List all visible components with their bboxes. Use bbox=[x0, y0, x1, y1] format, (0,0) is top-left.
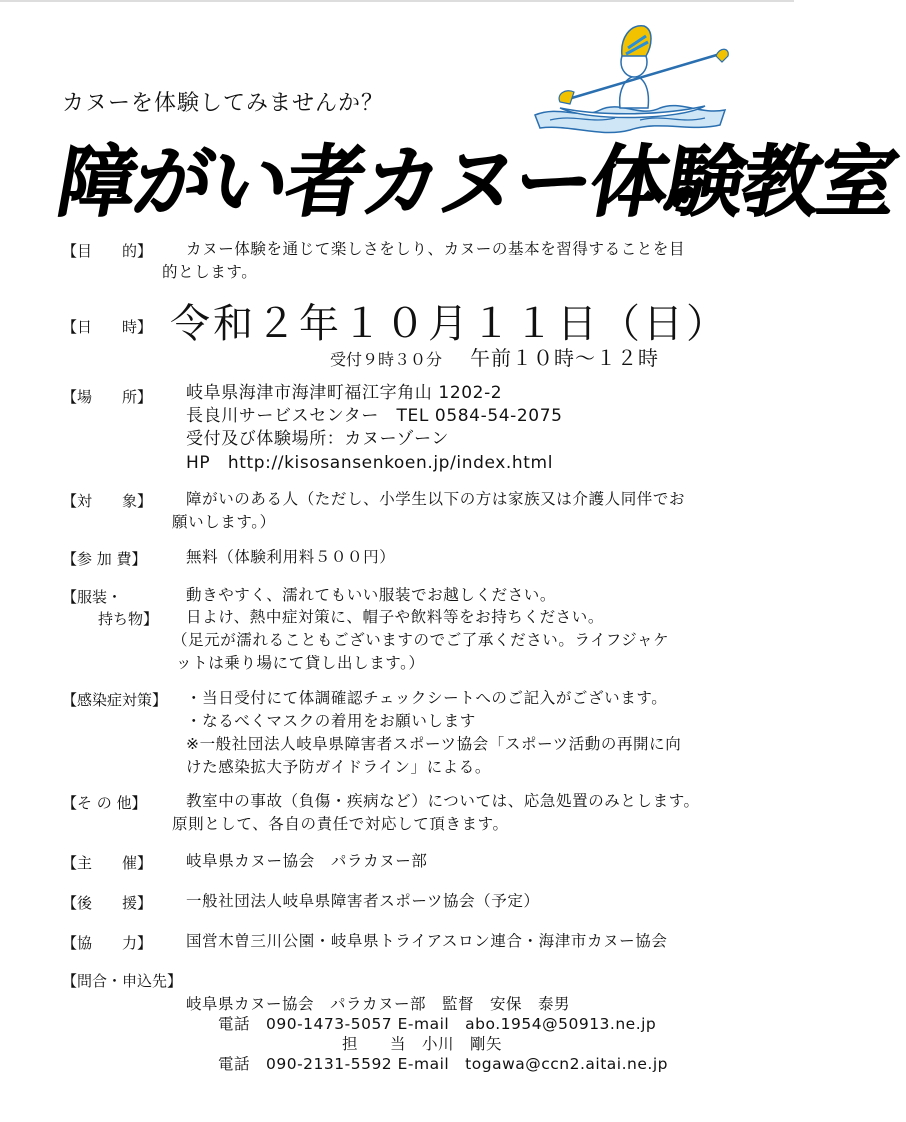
reception-time: 受付９時３０分 bbox=[330, 350, 443, 369]
infection-label: 【感染症対策】 bbox=[62, 691, 168, 709]
datetime-label: 【日 時】 bbox=[62, 318, 153, 336]
cooperation-label: 【協 力】 bbox=[62, 934, 153, 952]
infection-line-2: ・なるべくマスクの着用をお願いします bbox=[186, 712, 476, 730]
subtitle: カヌーを体験してみませんか？ bbox=[62, 91, 385, 116]
clothing-label-2: 持ち物】 bbox=[98, 610, 159, 628]
clothing-label-1: 【服装・ bbox=[62, 588, 123, 606]
event-time: 午前１０時～１２時 bbox=[470, 346, 660, 370]
target-label: 【対 象】 bbox=[62, 492, 153, 510]
place-address: 岐阜県海津市海津町福江字角山 1202-2 bbox=[186, 383, 503, 403]
support-text: 一般社団法人岐阜県障害者スポーツ協会（予定） bbox=[186, 892, 540, 910]
contact-phone-1: 電話 090-1473-5057 E-mail abo.1954@50913.ne.jp bbox=[218, 1015, 657, 1033]
fee-label: 【参 加 費】 bbox=[62, 550, 147, 568]
fee-text: 無料（体験利用料５００円） bbox=[186, 548, 396, 566]
place-reception: 受付及び体験場所：カヌーゾーン bbox=[186, 429, 449, 449]
other-label: 【そ の 他】 bbox=[62, 794, 147, 812]
event-date: 令和２年１０月１１日（日） bbox=[170, 301, 729, 347]
event-time-row bbox=[330, 342, 659, 371]
other-line-1: 教室中の事故（負傷・疾病など）については、応急処置のみとします。 bbox=[186, 792, 700, 810]
place-label: 【場 所】 bbox=[62, 388, 153, 406]
contact-organization: 岐阜県カヌー協会 パラカヌー部 監督 安保 泰男 bbox=[186, 995, 571, 1013]
support-label: 【後 援】 bbox=[62, 894, 153, 912]
page-title: 障がい者カヌー体験教室 bbox=[50, 138, 903, 228]
organizer-text: 岐阜県カヌー協会 パラカヌー部 bbox=[186, 852, 428, 870]
infection-line-4: けた感染拡大予防ガイドライン」による。 bbox=[186, 758, 491, 776]
organizer-label: 【主 催】 bbox=[62, 854, 153, 872]
cooperation-text: 国営木曽三川公園・岐阜県トライアスロン連合・海津市カヌー協会 bbox=[186, 932, 668, 950]
target-line-1: 障がいのある人（ただし、小学生以下の方は家族又は介護人同伴でお bbox=[186, 490, 686, 508]
place-homepage: HP http://kisosansenkoen.jp/index.html bbox=[186, 453, 554, 473]
clothing-line-2: 日よけ、熱中症対策に、帽子や飲料等をお持ちください。 bbox=[186, 608, 604, 626]
infection-line-3: ※一般社団法人岐阜県障害者スポーツ協会「スポーツ活動の再開に向 bbox=[186, 735, 682, 753]
purpose-line-2: 的とします。 bbox=[162, 263, 258, 281]
clothing-line-1: 動きやすく、濡れてもいい服装でお越しください。 bbox=[186, 586, 556, 604]
clothing-line-3: （足元が濡れることもございますのでご了承ください。ライフジャケ bbox=[172, 631, 670, 649]
clothing-line-4: ットは乗り場にて貸し出します。） bbox=[176, 654, 425, 672]
target-line-2: 願いします。） bbox=[172, 513, 276, 531]
contact-label: 【問合・申込先】 bbox=[62, 972, 183, 990]
other-line-2: 原則として、各自の責任で対応して頂きます。 bbox=[172, 815, 509, 833]
place-center: 長良川サービスセンター TEL 0584-54-2075 bbox=[186, 406, 563, 426]
scan-edge bbox=[0, 0, 794, 2]
contact-phone-2: 電話 090-2131-5592 E-mail togawa@ccn2.aitai.ne.jp bbox=[218, 1055, 668, 1073]
purpose-label: 【目 的】 bbox=[62, 242, 153, 260]
infection-line-1: ・当日受付にて体調確認チェックシートへのご記入がございます。 bbox=[186, 689, 668, 707]
contact-person-2: 担 当 小川 剛矢 bbox=[342, 1035, 503, 1053]
purpose-line-1: カヌー体験を通じて楽しさをしり、カヌーの基本を習得することを目 bbox=[186, 240, 686, 258]
